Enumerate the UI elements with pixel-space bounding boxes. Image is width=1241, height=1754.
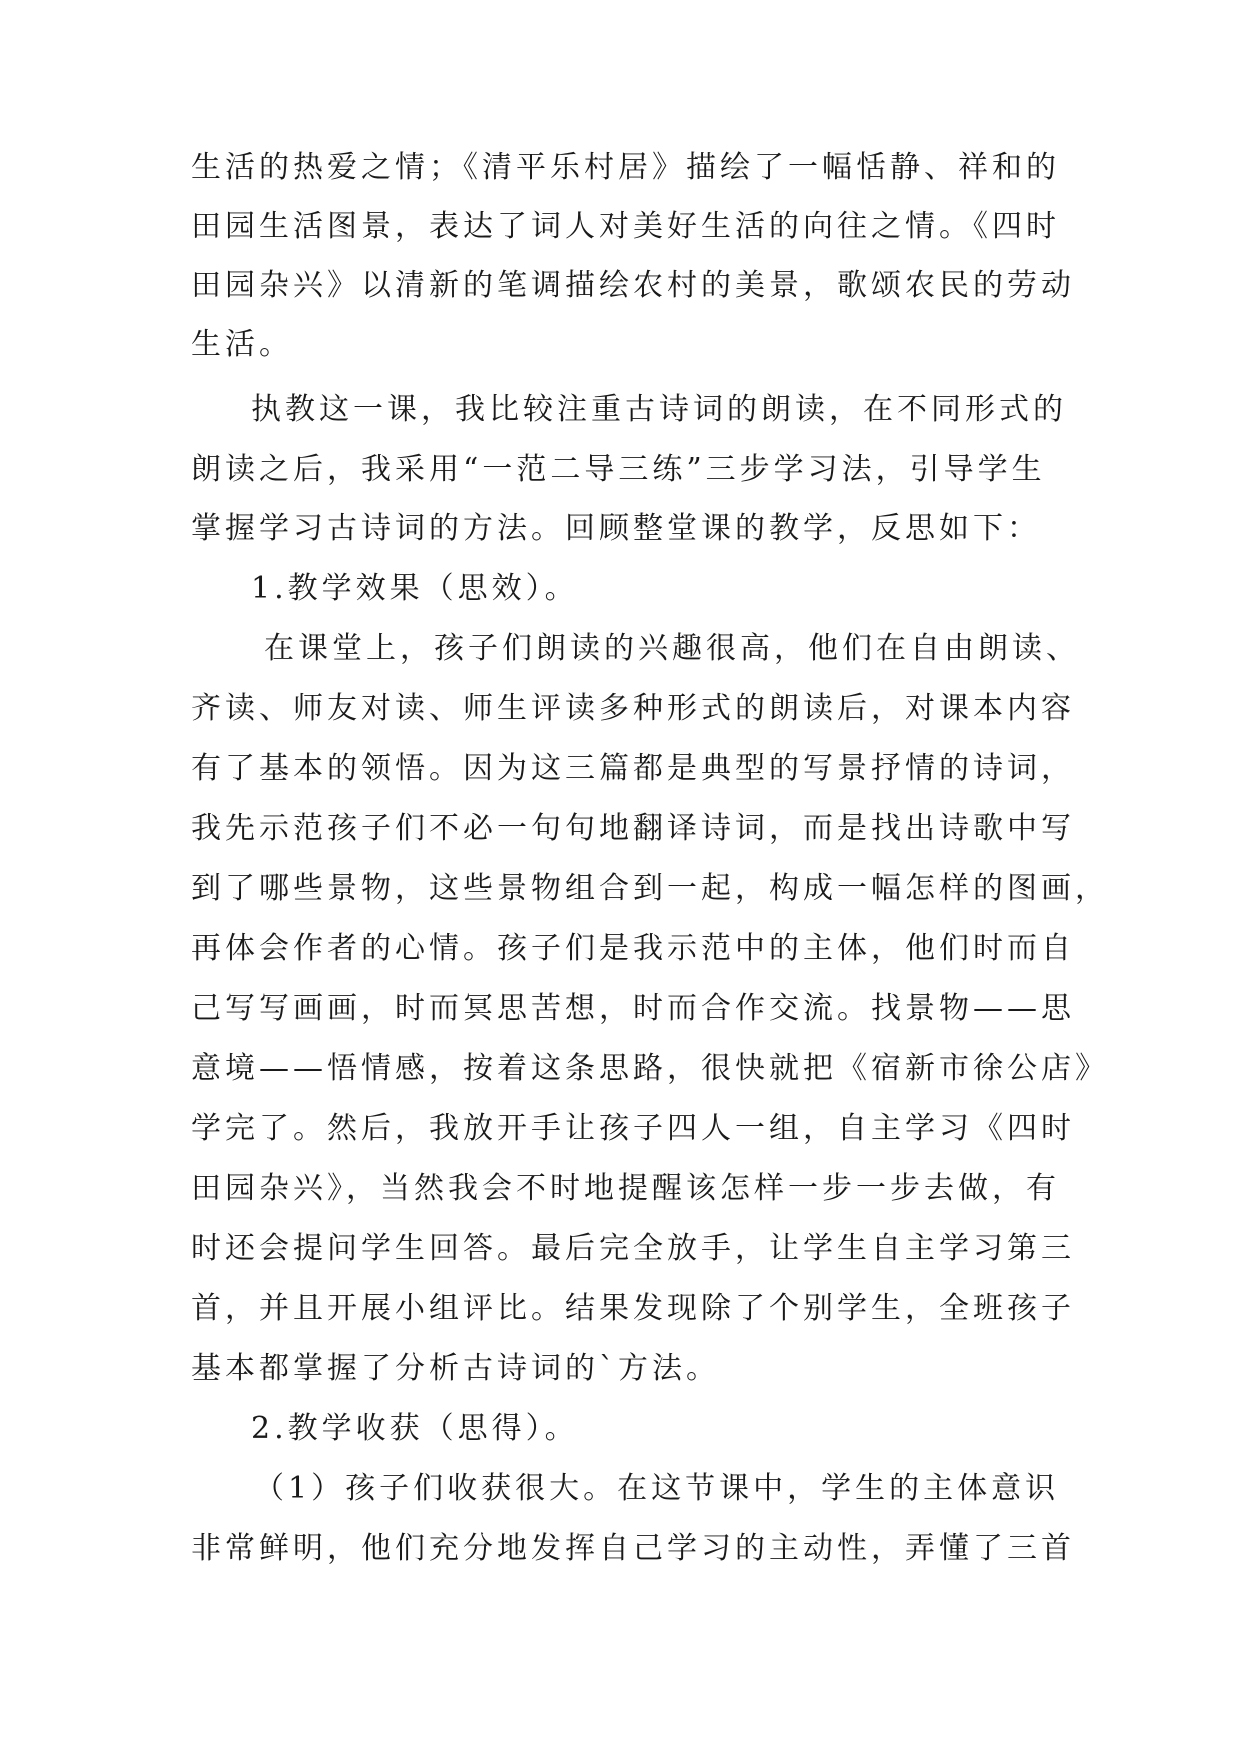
text-line: 田园杂兴》以清新的笔调描绘农村的美景，歌颂农民的劳动 [191, 268, 1075, 303]
text-line: 时还会提问学生回答。最后完全放手，让学生自主学习第三 [191, 1231, 1075, 1266]
text-line: 基本都掌握了分析古诗词的`方法。 [191, 1351, 720, 1386]
text-line: 再体会作者的心情。孩子们是我示范中的主体，他们时而自 [191, 931, 1075, 966]
paragraph-first-line: 在课堂上，孩子们朗读的兴趣很高，他们在自由朗读、 [264, 631, 1080, 666]
text-line: 己写写画画，时而冥思苦想，时而合作交流。找景物——思 [191, 991, 1075, 1026]
text-line: 田园杂兴》，当然我会不时地提醒该怎样一步一步去做，有 [191, 1171, 1060, 1206]
text-line: 有了基本的领悟。因为这三篇都是典型的写景抒情的诗词， [191, 751, 1075, 786]
paragraph-first-line: 执教这一课，我比较注重古诗词的朗读，在不同形式的 [251, 392, 1067, 427]
text-line: 田园生活图景，表达了词人对美好生活的向往之情。《四时 [191, 209, 1060, 244]
text-line: 朗读之后，我采用“一范二导三练”三步学习法，引导学生 [191, 452, 1046, 487]
text-line: 我先示范孩子们不必一句句地翻译诗词，而是找出诗歌中写 [191, 811, 1075, 846]
text-line: 到了哪些景物，这些景物组合到一起，构成一幅怎样的图画， [191, 871, 1109, 906]
text-line: 学完了。然后，我放开手让孩子四人一组，自主学习《四时 [191, 1111, 1075, 1146]
section-heading: 2.教学收获（思得）。 [251, 1411, 579, 1446]
text-line: 意境——悟情感，按着这条思路，很快就把《宿新市徐公店》 [191, 1051, 1109, 1086]
section-heading: 1.教学效果（思效）。 [251, 571, 579, 606]
text-line: 掌握学习古诗词的方法。回顾整堂课的教学，反思如下： [191, 511, 1041, 546]
text-line: 首，并且开展小组评比。结果发现除了个别学生，全班孩子 [191, 1291, 1075, 1326]
paragraph-first-line: （1）孩子们收获很大。在这节课中，学生的主体意识 [254, 1471, 1060, 1506]
text-line: 齐读、师友对读、师生评读多种形式的朗读后，对课本内容 [191, 691, 1075, 726]
text-line: 生活的热爱之情；《清平乐村居》描绘了一幅恬静、祥和的 [191, 150, 1060, 185]
text-line: 非常鲜明，他们充分地发挥自己学习的主动性，弄懂了三首 [191, 1531, 1075, 1566]
text-line: 生活。 [191, 327, 293, 362]
